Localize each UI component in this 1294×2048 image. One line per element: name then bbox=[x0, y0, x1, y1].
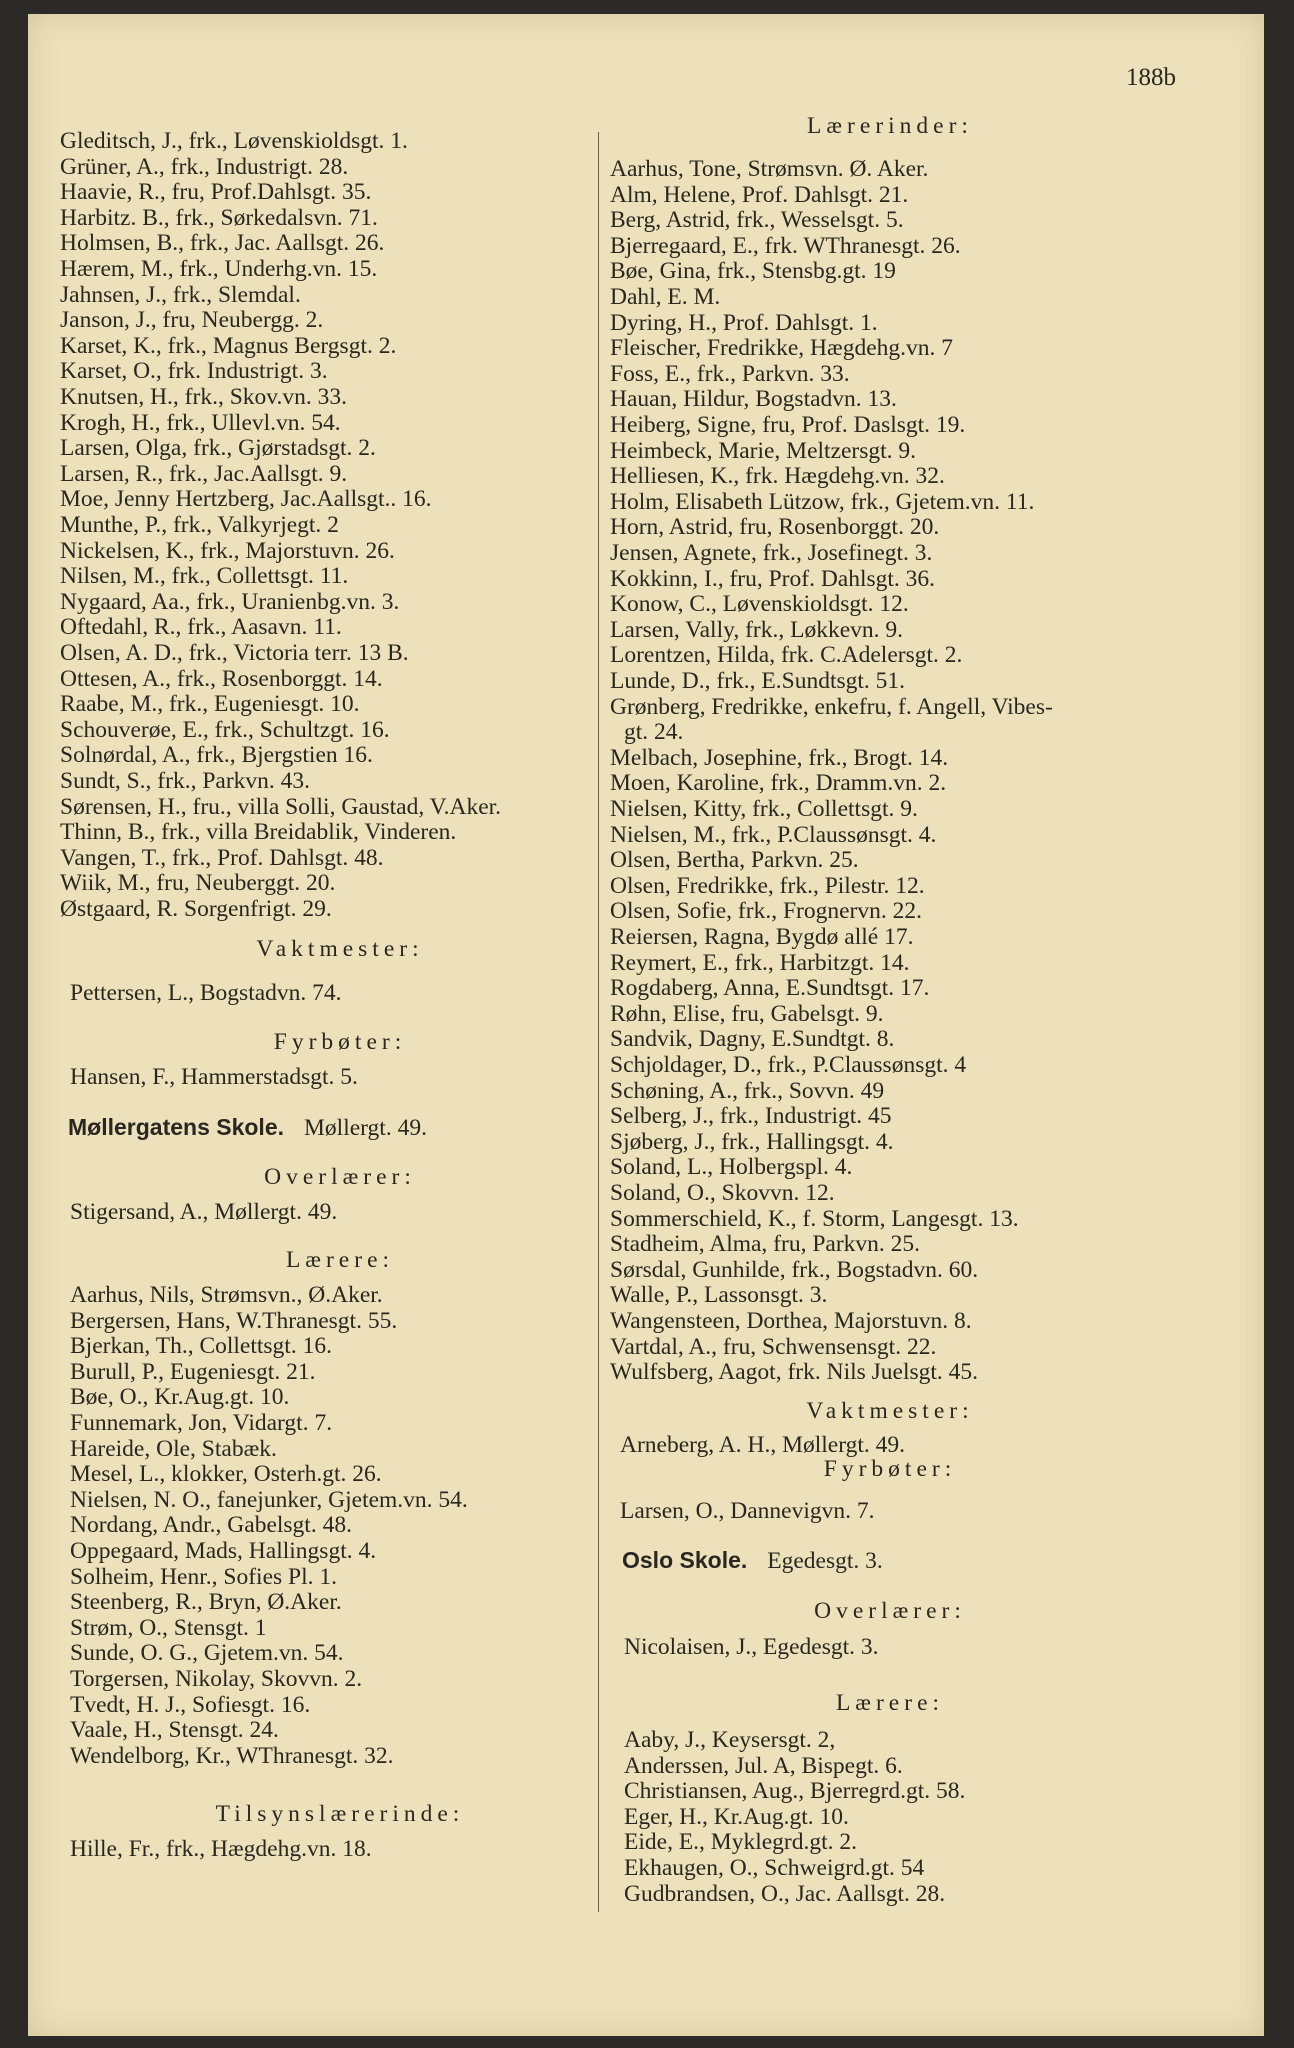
fyrboter-entry: Hansen, F., Hammerstadsgt. 5. bbox=[70, 1064, 358, 1090]
list-item: Reiersen, Ragna, Bygdø allé 17. bbox=[610, 924, 914, 950]
list-item: Bjerkan, Th., Collettsgt. 16. bbox=[70, 1333, 332, 1360]
list-item: Janson, J., fru, Neubergg. 2. bbox=[60, 307, 324, 334]
list-item: Soland, L., Holbergspl. 4. bbox=[610, 1154, 853, 1181]
list-item: Gleditsch, J., frk., Løvenskioldsgt. 1. bbox=[60, 128, 408, 154]
list-item: Grønberg, Fredrikke, enkefru, f. Angell, Vibes- bbox=[610, 693, 1053, 720]
list-item: Larsen, R., frk., Jac.Aallsgt. 9. bbox=[60, 460, 348, 487]
list-item: Olsen, Sofie, frk., Frognervn. 22. bbox=[610, 898, 922, 925]
list-item: Harbitz. B., frk., Sørkedalsvn. 71. bbox=[60, 204, 378, 231]
vaktmester-entry: Pettersen, L., Bogstadvn. 74. bbox=[70, 980, 342, 1006]
list-item: Burull, P., Eugeniesgt. 21. bbox=[70, 1358, 316, 1385]
list-item: Horn, Astrid, fru, Rosenborggt. 20. bbox=[610, 514, 940, 541]
document-page bbox=[28, 14, 1264, 2036]
overlaerer-entry-right: Nicolaisen, J., Egedesgt. 3. bbox=[624, 1634, 879, 1660]
list-item: Jahnsen, J., frk., Slemdal. bbox=[60, 281, 301, 308]
list-item: Helliesen, K., frk. Hægdehg.vn. 32. bbox=[610, 463, 945, 490]
overlaerer-heading: Overlærer: bbox=[264, 1164, 416, 1190]
list-item: Larsen, Olga, frk., Gjørstadsgt. 2. bbox=[60, 435, 376, 462]
list-item: Sunde, O. G., Gjetem.vn. 54. bbox=[70, 1640, 344, 1667]
list-item: Thinn, B., frk., villa Breidablik, Vinderen. bbox=[60, 819, 457, 846]
list-item: Konow, C., Løvenskioldsgt. 12. bbox=[610, 591, 909, 618]
list-item: Haavie, R., fru, Prof.Dahlsgt. 35. bbox=[60, 179, 372, 206]
list-item: Wulfsberg, Aagot, frk. Nils Juelsgt. 45. bbox=[610, 1359, 979, 1386]
list-item: Oftedahl, R., frk., Aasavn. 11. bbox=[60, 614, 342, 641]
list-item: gt. 24. bbox=[624, 719, 684, 746]
list-item: Wangensteen, Dorthea, Majorstuvn. 8. bbox=[610, 1308, 972, 1334]
list-item: Holmsen, B., frk., Jac. Aallsgt. 26. bbox=[60, 230, 385, 257]
school-heading bbox=[68, 1114, 427, 1141]
list-item: Fleischer, Fredrikke, Hægdehg.vn. 7 bbox=[610, 335, 954, 362]
list-item: Lunde, D., frk., E.Sundtsgt. 51. bbox=[610, 668, 906, 694]
list-item: Heiberg, Signe, fru, Prof. Daslsgt. 19. bbox=[610, 412, 966, 438]
fyrboter-heading-right: Fyrbøter: bbox=[823, 1456, 957, 1482]
list-item: Vartdal, A., fru, Schwensensgt. 22. bbox=[610, 1333, 937, 1360]
list-item: Steenberg, R., Bryn, Ø.Aker. bbox=[70, 1589, 342, 1616]
school-heading-right bbox=[622, 1547, 883, 1574]
list-item: Grüner, A., frk., Industrigt. 28. bbox=[60, 153, 349, 180]
list-item: Olsen, Bertha, Parkvn. 25. bbox=[610, 847, 859, 874]
list-item: Oppegaard, Mads, Hallingsgt. 4. bbox=[70, 1538, 377, 1564]
list-item: Nielsen, Kitty, frk., Collettsgt. 9. bbox=[610, 796, 918, 822]
list-item: Vaale, H., Stensgt. 24. bbox=[70, 1717, 279, 1744]
list-item: Ottesen, A., frk., Rosenborggt. 14. bbox=[60, 665, 383, 692]
list-item: Jensen, Agnete, frk., Josefinegt. 3. bbox=[610, 540, 933, 566]
list-item: Solheim, Henr., Sofies Pl. 1. bbox=[70, 1563, 337, 1590]
page-number: 188b bbox=[1126, 64, 1176, 91]
vaktmester-entry-right: Arneberg, A. H., Møllergt. 49. bbox=[620, 1432, 906, 1458]
list-item: Rogdaberg, Anna, E.Sundtsgt. 17. bbox=[610, 975, 930, 1002]
list-item: Nygaard, Aa., frk., Uranienbg.vn. 3. bbox=[60, 588, 400, 615]
list-item: Raabe, M., frk., Eugeniesgt. 10. bbox=[60, 691, 360, 718]
list-item: Funnemark, Jon, Vidargt. 7. bbox=[70, 1410, 333, 1436]
list-item: Bergersen, Hans, W.Thranesgt. 55. bbox=[70, 1307, 398, 1334]
fyrboter-heading: Fyrbøter: bbox=[273, 1029, 407, 1055]
list-item: Heimbeck, Marie, Meltzersgt. 9. bbox=[610, 437, 917, 464]
list-item: Soland, O., Skovvn. 12. bbox=[610, 1180, 835, 1206]
list-item: Berg, Astrid, frk., Wesselsgt. 5. bbox=[610, 207, 904, 234]
list-item: Melbach, Josephine, frk., Brogt. 14. bbox=[610, 744, 949, 771]
list-item: Walle, P., Lassonsgt. 3. bbox=[610, 1282, 828, 1309]
school-address-right: Egedesgt. 3. bbox=[767, 1548, 883, 1574]
list-item: Wendelborg, Kr., WThranesgt. 32. bbox=[70, 1742, 394, 1769]
list-item: Torgersen, Nikolay, Skovvn. 2. bbox=[70, 1666, 363, 1692]
list-item: Hærem, M., frk., Underhg.vn. 15. bbox=[60, 256, 378, 282]
list-item: Knutsen, H., frk., Skov.vn. 33. bbox=[60, 384, 347, 410]
list-item: Lorentzen, Hilda, frk. C.Adelersgt. 2. bbox=[610, 642, 963, 669]
laerere-heading-right: Lærere: bbox=[835, 1690, 945, 1716]
list-item: Christiansen, Aug., Bjerregrd.gt. 58. bbox=[624, 1778, 966, 1805]
list-item: Schouverøe, E., frk., Schultzgt. 16. bbox=[60, 716, 390, 743]
list-item: Moe, Jenny Hertzberg, Jac.Aallsgt.. 16. bbox=[60, 486, 432, 513]
list-item: Tvedt, H. J., Sofiesgt. 16. bbox=[70, 1691, 311, 1718]
list-item: Stadheim, Alma, fru, Parkvn. 25. bbox=[610, 1231, 921, 1258]
list-item: Wiik, M., fru, Neuberggt. 20. bbox=[60, 870, 336, 897]
list-item: Nickelsen, K., frk., Majorstuvn. 26. bbox=[60, 537, 395, 564]
laererinder-heading: Lærerinder: bbox=[807, 113, 973, 139]
list-item: Hauan, Hildur, Bogstadvn. 13. bbox=[610, 386, 897, 413]
list-item: Sandvik, Dagny, E.Sundtgt. 8. bbox=[610, 1026, 895, 1053]
list-item: Olsen, Fredrikke, frk., Pilestr. 12. bbox=[610, 872, 925, 899]
school-address: Møllergt. 49. bbox=[304, 1115, 427, 1141]
list-item: Moen, Karoline, frk., Dramm.vn. 2. bbox=[610, 770, 947, 797]
list-item: Sørsdal, Gunhilde, frk., Bogstadvn. 60. bbox=[610, 1256, 979, 1283]
list-item: Selberg, J., frk., Industrigt. 45 bbox=[610, 1103, 892, 1130]
list-item: Holm, Elisabeth Lützow, frk., Gjetem.vn. 11. bbox=[610, 488, 1035, 515]
list-item: Schøning, A., frk., Sovvn. 49 bbox=[610, 1077, 885, 1104]
tilsyn-entry: Hille, Fr., frk., Hægdehg.vn. 18. bbox=[70, 1836, 372, 1862]
list-item: Schjoldager, D., frk., P.Claussønsgt. 4 bbox=[610, 1052, 967, 1078]
list-item: Sørensen, H., fru., villa Solli, Gaustad, V.Aker. bbox=[60, 793, 502, 820]
list-item: Nielsen, N. O., fanejunker, Gjetem.vn. 54. bbox=[70, 1486, 468, 1513]
list-item: Aarhus, Nils, Strømsvn., Ø.Aker. bbox=[70, 1282, 383, 1308]
list-item: Sommerschield, K., f. Storm, Langesgt. 13. bbox=[610, 1205, 1019, 1232]
overlaerer-heading-right: Overlærer: bbox=[814, 1598, 966, 1624]
list-item: Munthe, P., frk., Valkyrjegt. 2 bbox=[60, 512, 339, 538]
list-item: Strøm, O., Stensgt. 1 bbox=[70, 1614, 267, 1641]
list-item: Dahl, E. M. bbox=[610, 284, 721, 310]
list-item: Bøe, Gina, frk., Stensbg.gt. 19 bbox=[610, 258, 896, 285]
column-divider bbox=[598, 132, 599, 1912]
list-item: Sundt, S., frk., Parkvn. 43. bbox=[60, 768, 311, 794]
list-item: Østgaard, R. Sorgenfrigt. 29. bbox=[60, 896, 332, 922]
list-item: Krogh, H., frk., Ullevl.vn. 54. bbox=[60, 409, 341, 436]
school-name-right: Oslo Skole. bbox=[622, 1547, 748, 1573]
laerere-heading: Lærere: bbox=[285, 1247, 395, 1273]
list-item: Larsen, Vally, frk., Løkkevn. 9. bbox=[610, 616, 904, 643]
list-item: Anderssen, Jul. A, Bispegt. 6. bbox=[624, 1752, 903, 1779]
list-item: Ekhaugen, O., Schweigrd.gt. 54 bbox=[624, 1855, 925, 1881]
list-item: Dyring, H., Prof. Dahlsgt. 1. bbox=[610, 309, 878, 336]
tilsyn-heading: Tilsynslærerinde: bbox=[215, 1801, 465, 1827]
list-item: Solnørdal, A., frk., Bjergstien 16. bbox=[60, 742, 373, 769]
list-item: Nordang, Andr., Gabelsgt. 48. bbox=[70, 1512, 352, 1539]
list-item: Bøe, O., Kr.Aug.gt. 10. bbox=[70, 1384, 290, 1411]
list-item: Nilsen, M., frk., Collettsgt. 11. bbox=[60, 563, 349, 590]
list-item: Foss, E., frk., Parkvn. 33. bbox=[610, 360, 850, 387]
list-item: Reymert, E., frk., Harbitzgt. 14. bbox=[610, 949, 910, 976]
list-item: Mesel, L., klokker, Osterh.gt. 26. bbox=[70, 1461, 382, 1488]
list-item: Olsen, A. D., frk., Victoria terr. 13 B. bbox=[60, 640, 409, 666]
overlaerer-entry: Stigersand, A., Møllergt. 49. bbox=[70, 1199, 338, 1225]
list-item: Alm, Helene, Prof. Dahlsgt. 21. bbox=[610, 181, 909, 208]
vaktmester-heading-right: Vaktmester: bbox=[806, 1398, 974, 1424]
list-item: Vangen, T., frk., Prof. Dahlsgt. 48. bbox=[60, 844, 384, 871]
list-item: Nielsen, M., frk., P.Claussønsgt. 4. bbox=[610, 821, 937, 848]
list-item: Eide, E., Myklegrd.gt. 2. bbox=[624, 1829, 858, 1856]
list-item: Gudbrandsen, O., Jac. Aallsgt. 28. bbox=[624, 1880, 946, 1907]
vaktmester-heading: Vaktmester: bbox=[256, 936, 424, 962]
list-item: Eger, H., Kr.Aug.gt. 10. bbox=[624, 1803, 849, 1830]
fyrboter-entry-right: Larsen, O., Dannevigvn. 7. bbox=[620, 1498, 875, 1524]
list-item: Karset, O., frk. Industrigt. 3. bbox=[60, 358, 328, 385]
list-item: Røhn, Elise, fru, Gabelsgt. 9. bbox=[610, 1000, 884, 1027]
list-item: Aarhus, Tone, Strømsvn. Ø. Aker. bbox=[610, 156, 929, 182]
school-name: Møllergatens Skole. bbox=[68, 1114, 285, 1140]
list-item: Hareide, Ole, Stabæk. bbox=[70, 1435, 277, 1462]
list-item: Karset, K., frk., Magnus Bergsgt. 2. bbox=[60, 332, 397, 359]
list-item: Aaby, J., Keysersgt. 2, bbox=[624, 1727, 836, 1753]
list-item: Sjøberg, J., frk., Hallingsgt. 4. bbox=[610, 1128, 894, 1155]
list-item: Kokkinn, I., fru, Prof. Dahlsgt. 36. bbox=[610, 565, 936, 592]
list-item: Bjerregaard, E., frk. WThranesgt. 26. bbox=[610, 232, 961, 259]
